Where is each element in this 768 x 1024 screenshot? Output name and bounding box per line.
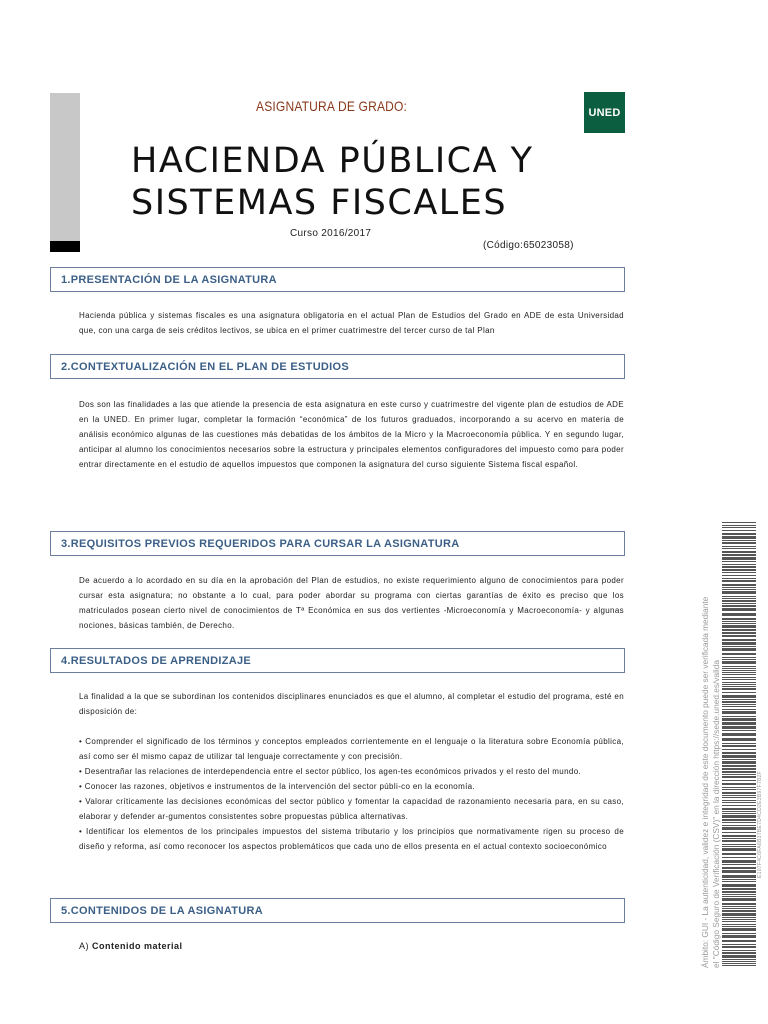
verification-line-1: Ámbito: GUI - La autenticidad, validez e integridad de este documento puede ser verificada mediante xyxy=(700,596,710,968)
csv-code: E107F4C6FA6B37BE7D4CD2E3B97F7B2F xyxy=(757,770,763,878)
section-title: 1.PRESENTACIÓN DE LA ASIGNATURA xyxy=(61,273,277,286)
bullet-item: • Desentrañar las relaciones de interdependencia entre el sector público, los agen-tes económicos privados y el resto del mundo. xyxy=(79,767,582,776)
section-header-3 xyxy=(50,531,625,556)
section-header-2 xyxy=(50,354,625,379)
paragraph: La finalidad a la que se subordinan los contenidos disciplinares enunciados es que el alumno, al completar el estudio del programa, esté en disposición de: xyxy=(79,692,624,716)
section-title: 2.CONTEXTUALIZACIÓN EN EL PLAN DE ESTUDIOS xyxy=(61,360,350,373)
section-title: 5.CONTENIDOS DE LA ASIGNATURA xyxy=(61,904,264,917)
section-3-body xyxy=(79,573,624,633)
section-1-body xyxy=(79,308,624,338)
verification-line-2: el "Código Seguro de Verificación (CSV)" en la dirección https://sede.uned.es/valida xyxy=(710,660,721,968)
content-prefix: A) xyxy=(79,941,89,951)
verification-note xyxy=(700,538,721,968)
section-title: 4.RESULTADOS DE APRENDIZAJE xyxy=(61,654,252,667)
section-2-body xyxy=(79,397,624,472)
paragraph: Hacienda pública y sistemas fiscales es una asignatura obligatoria en el actual Plan de Estudios del Grado en ADE de esta Universidad que, con una carga de seis créditos lectivos, se ubica en el primer cuatrimestre del tercer curso de tal Plan xyxy=(79,311,624,335)
section-header-5 xyxy=(50,898,625,923)
bullet-item: • Identificar los elementos de los principales impuestos del sistema tributario y los principios que normativamente rigen su proceso de diseño y reforma, así como reconocer los aspectos problemáticos que cada uno de ellos presenta en el actual contexto socioeconómico xyxy=(79,827,624,851)
content-subheading xyxy=(79,941,183,951)
paragraph: De acuerdo a lo acordado en su día en la aprobación del Plan de estudios, no existe requerimiento alguno de conocimientos para poder cursar esta asignatura; no obstante a lo cual, para poder abordar su programa con ciertas garantías de éxito es preciso que los matriculados posean cierto nivel de conocimientos de Tª Económica en sus dos vertientes -Microeconomía y Macroeconomía- y algunas nociones, básicas también, de Derecho. xyxy=(79,576,624,630)
subject-code: (Código:65023058) xyxy=(483,240,574,251)
section-title: 3.REQUISITOS PREVIOS REQUERIDOS PARA CURSAR LA ASIGNATURA xyxy=(61,537,460,550)
page-title xyxy=(131,140,534,224)
content-title: Contenido material xyxy=(92,941,183,951)
decorative-side-bar xyxy=(50,93,80,241)
section-header-4 xyxy=(50,648,625,673)
decorative-side-bar-black xyxy=(50,241,80,252)
bullet-item: • Valorar críticamente las decisiones económicas del sector público y fomentar la capacidad de razonamiento necesaria para, en su caso, elaborar y defender ar-gumentos consistentes sobre propuestas pública alternativas. xyxy=(79,797,624,821)
section-header-1 xyxy=(50,267,625,292)
course-year: Curso 2016/2017 xyxy=(290,228,372,239)
subject-type-label: ASIGNATURA DE GRADO: xyxy=(256,98,408,114)
paragraph: Dos son las finalidades a las que atiende la presencia de esta asignatura en este curso y cuatrimestre del vigente plan de estudios de ADE en la UNED. En primer lugar, completar la formación “económica” de los futuros graduados, incorporando a su acervo en materia de análisis económico algunas de las cuestiones más debatidas de los ámbitos de la Micro y la Macroeconomía pública. Y en segundo lugar, anticipar al alumno los conocimientos necesarios sobre la estructura y principales elementos configuradores del impuesto como para poder entrar directamente en el estudio de aquellos impuestos que componen la asignatura del curso siguiente Sistema fiscal español. xyxy=(79,400,624,469)
section-4-body xyxy=(79,689,624,854)
title-line-1: HACIENDA PÚBLICA Y xyxy=(131,141,534,181)
title-line-2: SISTEMAS FISCALES xyxy=(131,183,508,223)
barcode-icon xyxy=(722,522,756,966)
uned-logo xyxy=(584,92,625,133)
logo-text: UNED xyxy=(588,106,621,119)
bullet-item: • Conocer las razones, objetivos e instrumentos de la intervención del sector públi-co en la economía. xyxy=(79,782,476,791)
bullet-item: • Comprender el significado de los términos y conceptos empleados corrientemente en el lenguaje o la literatura sobre Economía pública, así como ser él mismo capaz de utilizar tal lenguaje correctamente y con precisión. xyxy=(79,737,624,761)
